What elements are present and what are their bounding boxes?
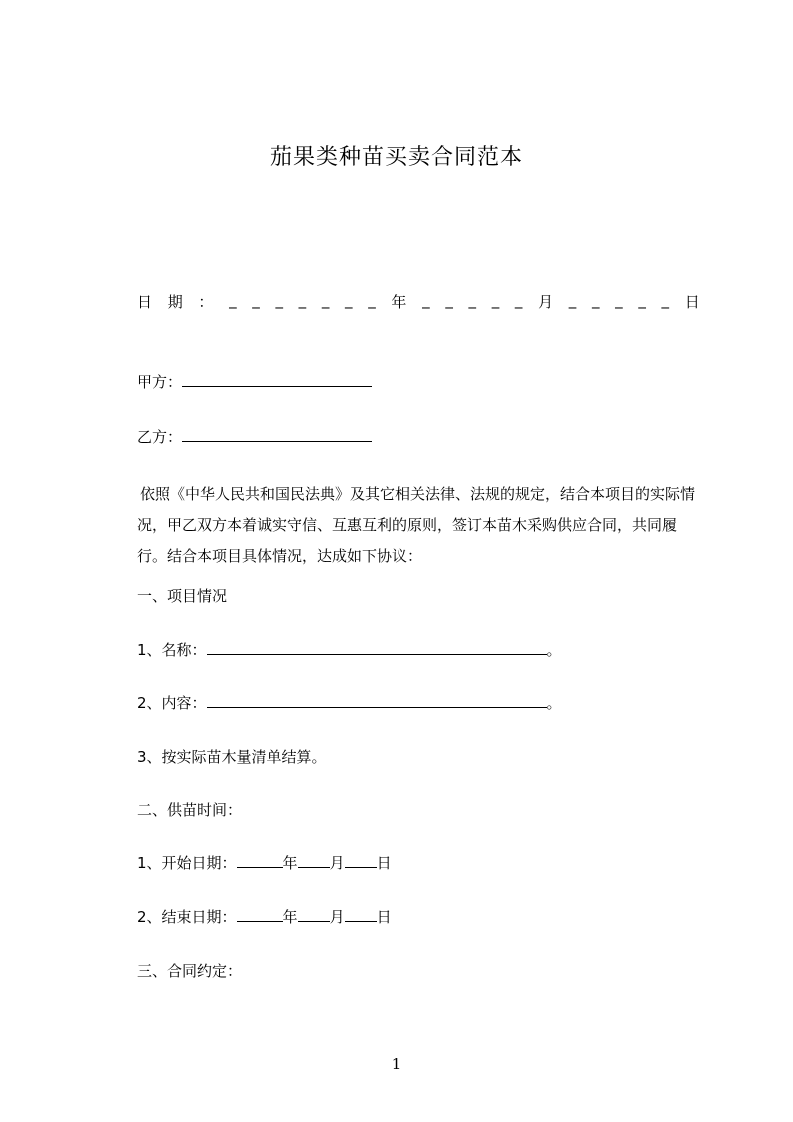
date-char: _: [252, 291, 260, 309]
date-char: _: [638, 291, 646, 309]
date-char: ：: [198, 293, 214, 311]
section1-heading: 一、项目情况: [137, 587, 228, 605]
end-date-line: [137, 906, 392, 927]
end-day-label: 日: [376, 908, 392, 926]
date-char: _: [275, 291, 283, 309]
item2-end: 。: [546, 694, 562, 712]
date-char: _: [491, 291, 500, 309]
date-char: _: [514, 291, 523, 309]
party-b-label: 乙方：: [137, 428, 183, 446]
date-char: _: [468, 291, 476, 309]
date-char: _: [368, 291, 376, 309]
start-day-blank[interactable]: [345, 852, 377, 868]
section3-heading: 三、合同约定：: [137, 962, 243, 980]
item2-line: [137, 692, 562, 713]
date-char: _: [345, 291, 353, 309]
party-a-line: [137, 371, 372, 392]
party-a-label: 甲方：: [137, 373, 183, 391]
document-title: 茄果类种苗买卖合同范本: [269, 145, 523, 170]
date-char: 期: [167, 293, 183, 311]
date-line: [137, 291, 700, 312]
section2-heading: 二、供苗时间：: [137, 801, 243, 819]
date-char: _: [229, 291, 237, 309]
end-month-blank[interactable]: [298, 906, 330, 922]
end-year-label: 年: [282, 908, 298, 926]
date-char: _: [591, 291, 600, 309]
party-b-line: [137, 426, 372, 447]
intro-paragraph: [137, 479, 700, 572]
date-char: 年: [391, 293, 407, 311]
start-month-blank[interactable]: [298, 852, 330, 868]
intro-text: 依照《中华人民共和国民法典》及其它相关法律、法规的规定，结合本项目的实际情况，甲乙双方本着诚实守信、互惠互利的原则，签订本苗木采购供应合同，共同履行。结合本项目具体情况，达成如下协议：: [137, 485, 696, 565]
date-char: _: [661, 291, 670, 309]
date-char: 日: [137, 293, 153, 311]
date-char: _: [615, 291, 623, 309]
end-year-blank[interactable]: [237, 906, 283, 922]
start-month-label: 月: [329, 854, 345, 872]
item1-label: 1、名称：: [137, 641, 207, 659]
start-year-blank[interactable]: [237, 852, 283, 868]
date-char: 日: [684, 293, 700, 311]
start-year-label: 年: [282, 854, 298, 872]
page-number: 1: [391, 1055, 402, 1073]
end-month-label: 月: [329, 908, 345, 926]
date-char: _: [445, 291, 453, 309]
party-b-blank[interactable]: [182, 426, 372, 442]
start-day-label: 日: [376, 854, 392, 872]
item1-line: [137, 639, 562, 660]
party-a-blank[interactable]: [182, 371, 372, 387]
item1-blank[interactable]: [207, 639, 547, 655]
date-char: _: [568, 291, 577, 309]
item1-end: 。: [546, 641, 562, 659]
end-date-label: 2、结束日期：: [137, 908, 237, 926]
item2-label: 2、内容：: [137, 694, 207, 712]
start-date-label: 1、开始日期：: [137, 854, 237, 872]
end-day-blank[interactable]: [345, 906, 377, 922]
item3-line: 3、按实际苗木量清单结算。: [137, 748, 327, 766]
item2-blank[interactable]: [207, 692, 547, 708]
start-date-line: [137, 852, 392, 873]
date-char: 月: [538, 293, 554, 311]
date-char: _: [298, 291, 307, 309]
date-char: _: [321, 291, 330, 309]
date-char: _: [422, 291, 430, 309]
